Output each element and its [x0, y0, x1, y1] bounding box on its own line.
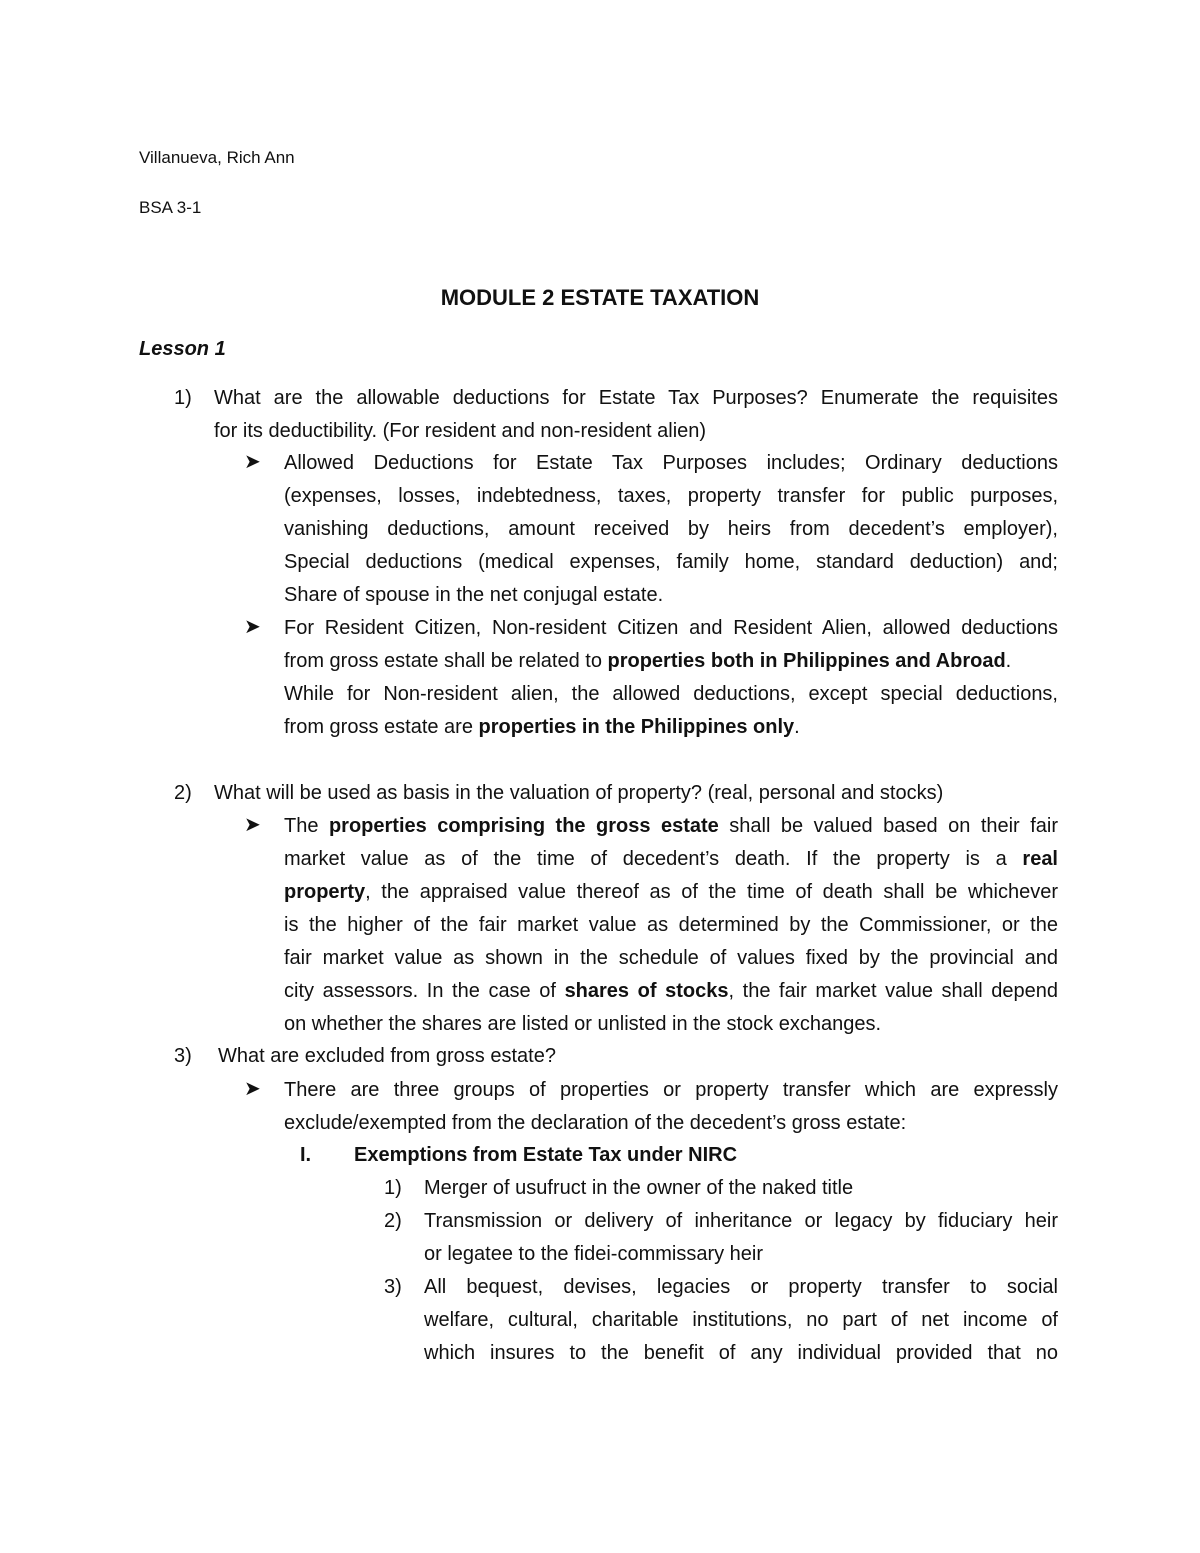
- question-1-text: What are the allowable deductions for Estate Tax Purposes? Enumerate the requisites for its deductibility. (For resident and non-resident alien): [214, 387, 1058, 442]
- class-section: BSA 3-1: [139, 198, 202, 217]
- emphasis-text: real: [1022, 848, 1058, 870]
- emphasis-text: properties both in Philippines and Abroad: [607, 650, 1006, 672]
- exemption-1-text: Merger of usufruct in the owner of the naked title: [424, 1177, 854, 1199]
- question-3-text: What are excluded from gross estate?: [218, 1045, 556, 1067]
- question-1-answer-1: Allowed Deductions for Estate Tax Purposes includes; Ordinary deductions (expenses, losses, indebtedness, taxes, property transfer for public purposes, vanishing deductions, amount received by heirs from decedent’s employer), Special deductions (medical expenses, family home, standard deduction) and; Share of spouse in the net conjugal estate.: [284, 452, 1058, 606]
- question-1-answer-2: For Resident Citizen, Non-resident Citizen and Resident Alien, allowed deductions from gross estate shall be related to properties both in Philippines and Abroad. While for Non-resident alien, the allowed deductions, except special deductions, from gross estate are properties in the Philippines only.: [284, 617, 1058, 738]
- emphasis-text: properties in the Philippines only: [478, 716, 795, 738]
- arrowhead-bullet-icon: ➤: [244, 616, 261, 638]
- arrowhead-bullet-icon: ➤: [244, 1078, 261, 1100]
- exemption-2-number: 2): [384, 1210, 402, 1232]
- exemption-3-number: 3): [384, 1276, 402, 1298]
- question-2-text: What will be used as basis in the valuation of property? (real, personal and stocks): [214, 782, 944, 804]
- emphasis-text: shares of stocks: [564, 980, 729, 1002]
- exemption-1-number: 1): [384, 1177, 402, 1199]
- question-1-number: 1): [174, 387, 192, 409]
- arrowhead-bullet-icon: ➤: [244, 814, 261, 836]
- question-2-number: 2): [174, 782, 192, 804]
- emphasis-text: property: [284, 881, 366, 903]
- group-1-heading: Exemptions from Estate Tax under NIRC: [354, 1144, 738, 1166]
- emphasis-text: properties comprising the gross estate: [328, 815, 719, 837]
- question-2-answer: The properties comprising the gross estate shall be valued based on their fair market value as of the time of decedent’s death. If the property is a real property, the appraised value thereof as of the time of death shall be whichever is the higher of the fair market value as determined by the Commissioner, or the fair market value as shown in the schedule of values fixed by the provincial and city assessors. In the case of shares of stocks, the fair market value shall depend on whether the shares are listed or unlisted in the stock exchanges.: [284, 815, 1059, 1035]
- exemption-2-text: Transmission or delivery of inheritance or legacy by fiduciary heir or legatee to the fidei-commissary heir: [424, 1210, 1058, 1265]
- arrowhead-bullet-icon: ➤: [244, 451, 261, 473]
- question-3-answer: There are three groups of properties or property transfer which are expressly exclude/exempted from the declaration of the decedent’s gross estate:: [284, 1079, 1058, 1134]
- author-name: Villanueva, Rich Ann: [139, 148, 295, 167]
- page-title: MODULE 2 ESTATE TAXATION: [440, 285, 760, 310]
- group-1-number: I.: [300, 1144, 312, 1166]
- lesson-heading: Lesson 1: [139, 338, 226, 360]
- exemption-3-text: All bequest, devises, legacies or property transfer to social welfare, cultural, charitable institutions, no part of net income of which insures to the benefit of any individual provided that no: [424, 1276, 1058, 1364]
- question-3-number: 3): [174, 1045, 192, 1067]
